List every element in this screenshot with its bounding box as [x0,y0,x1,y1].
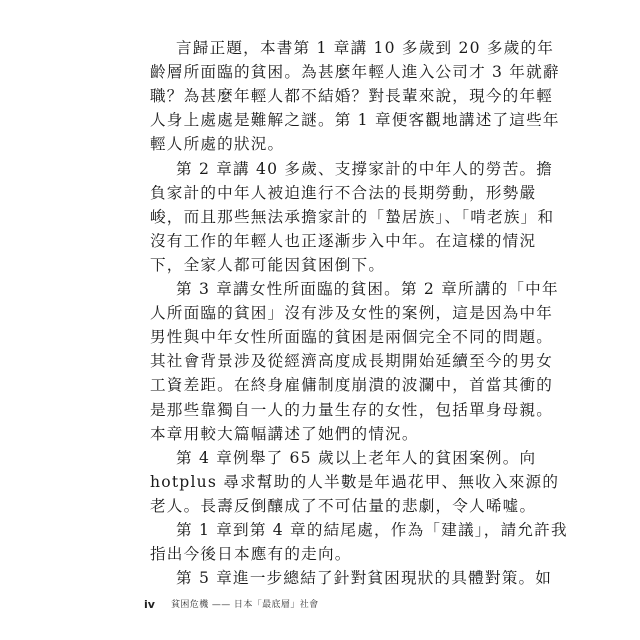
text-line: 輕人所處的狀況。 [150,135,285,154]
running-title: 貧困危機 —— 日本「最底層」社會 [171,600,319,610]
text-line: 負家計的中年人被迫進行不合法的長期勞動，形勢嚴 [150,183,537,202]
text-line: 第 2 章講 40 多歲、支撐家計的中年人的勞苦。擔 [176,159,554,178]
text-line: 第 4 章例舉了 65 歲以上老年人的貧困案例。向 [176,448,537,467]
text-line: 人身上處處是難解之謎。第 1 章便客觀地講述了這些年 [150,111,560,130]
text-line: 職？為甚麼年輕人都不結婚？對長輩來說，現今的年輕 [150,87,554,106]
text-line: 沒有工作的年輕人也正逐漸步入中年。在這樣的情況 [150,231,537,250]
text-line: 下，全家人都可能因貧困倒下。 [150,255,386,274]
text-line: 是那些靠獨自一人的力量生存的女性，包括單身母親。 [150,400,554,419]
text-line: 工資差距。在終身雇傭制度崩潰的波瀾中，首當其衝的 [150,376,554,395]
text-line: 男性與中年女性所面臨的貧困是兩個完全不同的問題。 [150,328,554,347]
text-line: 齡層所面臨的貧困。為甚麼年輕人進入公司才 3 年就辭 [150,63,560,82]
text-line: 指出今後日本應有的走向。 [150,545,352,564]
text-line: 第 1 章到第 4 章的結尾處，作為「建議」，請允許我 [176,521,568,539]
text-line: 第 5 章進一步總結了針對貧困現狀的具體對策。如 [176,569,553,588]
text-line: 第 3 章講女性所面臨的貧困。第 2 章所講的「中年 [176,280,559,298]
text-line: 峻，而且那些無法承擔家計的「蟄居族」、「啃老族」和 [150,207,555,226]
text-line: 老人。長壽反倒釀成了不可估量的悲劇，令人唏噓。 [150,496,537,515]
text-line: hotplus 尋求幫助的人半數是年過花甲、無收入來源的 [150,472,560,491]
text-line: 其社會背景涉及從經濟高度成長期開始延續至今的男女 [150,352,554,371]
text-line: 言歸正題，本書第 1 章講 10 多歲到 20 多歲的年 [176,39,555,57]
text-line: 人所面臨的貧困」沒有涉及女性的案例，這是因為中年 [150,304,554,323]
page-number: iv [144,598,155,611]
page-footer [0,596,640,614]
text-line: 本章用較大篇幅講述了她們的情況。 [150,424,419,443]
